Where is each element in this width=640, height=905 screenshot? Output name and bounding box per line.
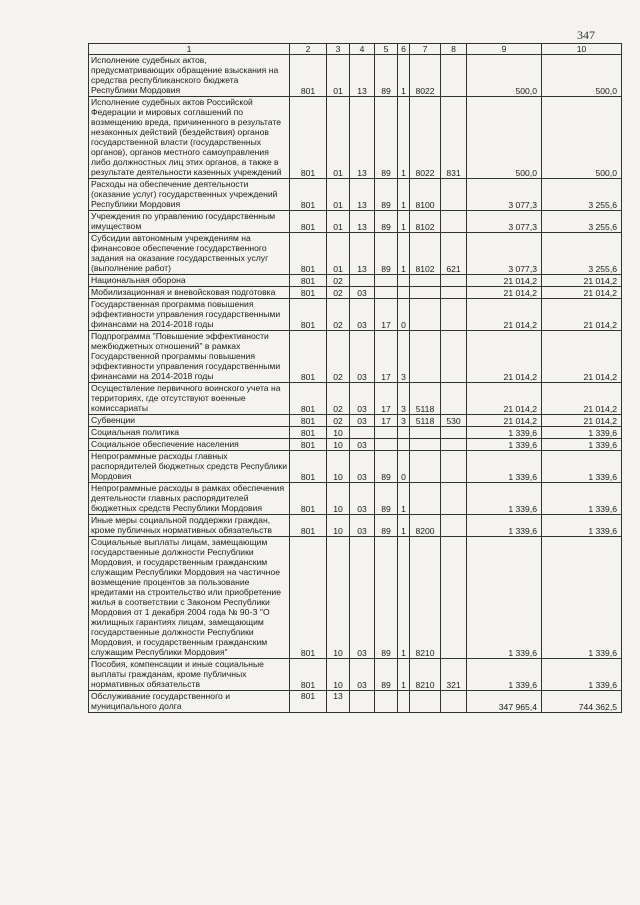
amount-year-2: 21 014,2	[542, 383, 622, 415]
code-ministry: 801	[290, 275, 327, 287]
table-row	[89, 537, 622, 659]
amount-year-1: 1 339,6	[467, 483, 542, 515]
code-program: 89	[375, 659, 398, 691]
code-ministry: 801	[290, 427, 327, 439]
code-subsection: 13	[350, 55, 375, 97]
row-name: Субсидии автономным учреждениям на финансовое обеспечение государственного задания на оказание государственных услуг (выполнение работ)	[89, 233, 290, 275]
row-name: Подпрограмма "Повышение эффективности межбюджетных отношений" в рамках Государственной программы повышения эффективности управления государственными финансами на 2014-2018 годы	[89, 331, 290, 383]
table-row	[89, 299, 622, 331]
column-header: 4	[350, 44, 375, 55]
table-row	[89, 383, 622, 415]
row-name: Осуществление первичного воинского учета на территориях, где отсутствуют военные комиссариаты	[89, 383, 290, 415]
code-section: 10	[327, 515, 350, 537]
code-expense-type	[441, 483, 467, 515]
code-ministry: 801	[290, 331, 327, 383]
amount-year-2: 21 014,2	[542, 275, 622, 287]
row-name: Государственная программа повышения эффективности управления государственными финансами на 2014-2018 годы	[89, 299, 290, 331]
code-direction	[410, 427, 441, 439]
code-expense-type: 321	[441, 659, 467, 691]
code-subsection: 03	[350, 451, 375, 483]
amount-year-2: 1 339,6	[542, 439, 622, 451]
code-expense-type: 621	[441, 233, 467, 275]
code-program	[375, 275, 398, 287]
code-program: 89	[375, 211, 398, 233]
code-subprogram: 1	[398, 659, 410, 691]
amount-year-2: 21 014,2	[542, 299, 622, 331]
table-row	[89, 287, 622, 299]
code-subprogram	[398, 275, 410, 287]
code-program	[375, 287, 398, 299]
code-direction: 8210	[410, 659, 441, 691]
amount-year-2: 1 339,6	[542, 483, 622, 515]
code-expense-type	[441, 287, 467, 299]
code-section: 10	[327, 659, 350, 691]
budget-table	[88, 43, 622, 713]
amount-year-2: 21 014,2	[542, 331, 622, 383]
code-expense-type	[441, 331, 467, 383]
code-direction	[410, 275, 441, 287]
code-ministry: 801	[290, 233, 327, 275]
code-section: 02	[327, 299, 350, 331]
code-program: 89	[375, 515, 398, 537]
code-section: 02	[327, 383, 350, 415]
code-subprogram: 3	[398, 383, 410, 415]
code-section: 10	[327, 537, 350, 659]
code-direction: 5118	[410, 383, 441, 415]
code-subsection	[350, 691, 375, 713]
code-subprogram	[398, 427, 410, 439]
code-subsection: 03	[350, 331, 375, 383]
code-ministry: 801	[290, 439, 327, 451]
code-program: 17	[375, 415, 398, 427]
row-name: Исполнение судебных актов, предусматривающих обращение взыскания на средства республиканского бюджета Республики Мордовия	[89, 55, 290, 97]
amount-year-1: 21 014,2	[467, 287, 542, 299]
code-section: 01	[327, 211, 350, 233]
code-program: 89	[375, 483, 398, 515]
table-row	[89, 427, 622, 439]
code-section: 10	[327, 427, 350, 439]
code-subsection: 13	[350, 211, 375, 233]
code-ministry: 801	[290, 299, 327, 331]
code-ministry: 801	[290, 287, 327, 299]
page-number: 347	[577, 28, 595, 42]
amount-year-2: 21 014,2	[542, 287, 622, 299]
amount-year-1: 1 339,6	[467, 439, 542, 451]
column-header: 7	[410, 44, 441, 55]
row-name: Субвенции	[89, 415, 290, 427]
amount-year-1: 1 339,6	[467, 451, 542, 483]
row-name: Социальная политика	[89, 427, 290, 439]
row-name: Пособия, компенсации и иные социальные выплаты гражданам, кроме публичных нормативных обязательств	[89, 659, 290, 691]
row-name: Исполнение судебных актов Российской Федерации и мировых соглашений по возмещению вреда, причиненного в результате незаконных действий (бездействия) органов государственной власти (государственных органов), органов местного самоуправления либо должностных лиц этих органов, а также в результате деятельности казенных учреждений	[89, 97, 290, 179]
column-header: 1	[89, 44, 290, 55]
code-expense-type	[441, 515, 467, 537]
code-section: 02	[327, 275, 350, 287]
table-row	[89, 439, 622, 451]
code-section: 01	[327, 233, 350, 275]
amount-year-2: 744 362,5	[542, 691, 622, 713]
table-row	[89, 233, 622, 275]
row-name: Социальные выплаты лицам, замещающим государственные должности Республики Мордовия, и государственным гражданским служащим Республики Мордовия на частичное возмещение процентов за пользование кредитами на строительство или приобретение жилья в соответствии с Законом Республики Мордовия от 1 декабря 2004 года № 90-З "О жилищных гарантиях лицам, замещающим государственные должности Республики Мордовия, и государственным гражданским служащим Республики Мордовия"	[89, 537, 290, 659]
code-subprogram: 3	[398, 331, 410, 383]
code-ministry: 801	[290, 483, 327, 515]
code-section: 02	[327, 331, 350, 383]
code-direction	[410, 451, 441, 483]
amount-year-1: 21 014,2	[467, 299, 542, 331]
code-direction: 5118	[410, 415, 441, 427]
amount-year-1: 21 014,2	[467, 415, 542, 427]
code-ministry: 801	[290, 451, 327, 483]
code-direction: 8022	[410, 97, 441, 179]
amount-year-1: 21 014,2	[467, 331, 542, 383]
code-direction: 8102	[410, 211, 441, 233]
code-program: 89	[375, 451, 398, 483]
code-subsection: 13	[350, 179, 375, 211]
table-row	[89, 515, 622, 537]
code-section: 10	[327, 439, 350, 451]
code-expense-type	[441, 275, 467, 287]
code-subprogram: 1	[398, 515, 410, 537]
amount-year-1: 347 965,4	[467, 691, 542, 713]
amount-year-1: 1 339,6	[467, 659, 542, 691]
header-row	[89, 44, 622, 55]
code-expense-type: 831	[441, 97, 467, 179]
code-section: 01	[327, 55, 350, 97]
amount-year-2: 1 339,6	[542, 659, 622, 691]
table-row	[89, 275, 622, 287]
code-expense-type	[441, 537, 467, 659]
amount-year-2: 3 255,6	[542, 211, 622, 233]
code-ministry: 801	[290, 55, 327, 97]
code-direction: 8100	[410, 179, 441, 211]
code-direction: 8210	[410, 537, 441, 659]
code-ministry: 801	[290, 537, 327, 659]
code-ministry: 801	[290, 97, 327, 179]
amount-year-2: 21 014,2	[542, 415, 622, 427]
code-expense-type	[441, 179, 467, 211]
code-section: 13	[327, 691, 350, 713]
code-expense-type	[441, 383, 467, 415]
code-subsection: 03	[350, 415, 375, 427]
code-subsection: 13	[350, 97, 375, 179]
code-section: 01	[327, 97, 350, 179]
code-subprogram: 1	[398, 537, 410, 659]
amount-year-2: 1 339,6	[542, 427, 622, 439]
code-ministry: 801	[290, 383, 327, 415]
amount-year-2: 500,0	[542, 97, 622, 179]
code-subprogram: 1	[398, 97, 410, 179]
amount-year-1: 1 339,6	[467, 427, 542, 439]
row-name: Социальное обеспечение населения	[89, 439, 290, 451]
code-subsection	[350, 275, 375, 287]
code-subsection: 03	[350, 537, 375, 659]
code-program	[375, 691, 398, 713]
row-name: Национальная оборона	[89, 275, 290, 287]
code-direction: 8200	[410, 515, 441, 537]
code-subsection: 03	[350, 383, 375, 415]
row-name: Иные меры социальной поддержки граждан, кроме публичных нормативных обязательств	[89, 515, 290, 537]
amount-year-1: 21 014,2	[467, 383, 542, 415]
code-program: 89	[375, 179, 398, 211]
row-name: Расходы на обеспечение деятельности (оказание услуг) государственных учреждений Республики Мордовия	[89, 179, 290, 211]
amount-year-2: 1 339,6	[542, 451, 622, 483]
code-section: 01	[327, 179, 350, 211]
code-program: 89	[375, 55, 398, 97]
code-subsection: 03	[350, 659, 375, 691]
table-row	[89, 451, 622, 483]
code-section: 10	[327, 451, 350, 483]
column-header: 8	[441, 44, 467, 55]
code-expense-type	[441, 439, 467, 451]
code-direction	[410, 331, 441, 383]
code-expense-type	[441, 691, 467, 713]
table-row	[89, 211, 622, 233]
code-program: 17	[375, 299, 398, 331]
amount-year-2: 500,0	[542, 55, 622, 97]
column-header: 6	[398, 44, 410, 55]
column-header: 2	[290, 44, 327, 55]
code-ministry: 801	[290, 515, 327, 537]
code-subprogram: 0	[398, 299, 410, 331]
table-body	[89, 55, 622, 713]
code-ministry: 801	[290, 659, 327, 691]
row-name: Непрограммные расходы главных распорядителей бюджетных средств Республики Мордовия	[89, 451, 290, 483]
amount-year-1: 21 014,2	[467, 275, 542, 287]
code-program	[375, 427, 398, 439]
code-subsection: 03	[350, 439, 375, 451]
amount-year-1: 500,0	[467, 55, 542, 97]
row-name: Учреждения по управлению государственным имуществом	[89, 211, 290, 233]
code-subprogram	[398, 287, 410, 299]
code-subsection: 03	[350, 287, 375, 299]
column-header: 9	[467, 44, 542, 55]
code-expense-type	[441, 299, 467, 331]
column-header: 3	[327, 44, 350, 55]
table-row	[89, 179, 622, 211]
amount-year-1: 3 077,3	[467, 211, 542, 233]
code-program: 17	[375, 331, 398, 383]
code-subprogram	[398, 691, 410, 713]
code-direction: 8022	[410, 55, 441, 97]
code-subprogram: 1	[398, 233, 410, 275]
code-subprogram: 1	[398, 55, 410, 97]
table-row	[89, 331, 622, 383]
code-subsection: 13	[350, 233, 375, 275]
code-direction	[410, 439, 441, 451]
code-subprogram: 1	[398, 179, 410, 211]
code-expense-type	[441, 451, 467, 483]
code-program: 89	[375, 97, 398, 179]
amount-year-1: 1 339,6	[467, 515, 542, 537]
code-subprogram: 1	[398, 483, 410, 515]
table-row	[89, 483, 622, 515]
amount-year-1: 1 339,6	[467, 537, 542, 659]
code-section: 02	[327, 287, 350, 299]
amount-year-1: 3 077,3	[467, 233, 542, 275]
code-expense-type	[441, 55, 467, 97]
code-expense-type	[441, 211, 467, 233]
code-ministry: 801	[290, 415, 327, 427]
code-direction: 8102	[410, 233, 441, 275]
table-row	[89, 415, 622, 427]
code-direction	[410, 287, 441, 299]
code-program: 89	[375, 233, 398, 275]
amount-year-1: 500,0	[467, 97, 542, 179]
table-row	[89, 659, 622, 691]
row-name: Непрограммные расходы в рамках обеспечения деятельности главных распорядителей бюджетных средств Республики Мордовия	[89, 483, 290, 515]
code-expense-type: 530	[441, 415, 467, 427]
code-program	[375, 439, 398, 451]
code-expense-type	[441, 427, 467, 439]
amount-year-2: 3 255,6	[542, 233, 622, 275]
code-subsection: 03	[350, 483, 375, 515]
code-subprogram: 0	[398, 451, 410, 483]
code-direction	[410, 691, 441, 713]
code-program: 89	[375, 537, 398, 659]
amount-year-2: 1 339,6	[542, 515, 622, 537]
code-direction	[410, 483, 441, 515]
code-subprogram: 1	[398, 211, 410, 233]
table-row	[89, 55, 622, 97]
table-row	[89, 691, 622, 713]
row-name: Мобилизационная и вневойсковая подготовка	[89, 287, 290, 299]
code-section: 02	[327, 415, 350, 427]
code-subsection: 03	[350, 515, 375, 537]
column-header: 10	[542, 44, 622, 55]
code-subprogram: 3	[398, 415, 410, 427]
code-ministry: 801	[290, 179, 327, 211]
code-subprogram	[398, 439, 410, 451]
code-ministry: 801	[290, 211, 327, 233]
amount-year-2: 1 339,6	[542, 537, 622, 659]
code-section: 10	[327, 483, 350, 515]
code-subsection	[350, 427, 375, 439]
amount-year-2: 3 255,6	[542, 179, 622, 211]
code-subsection: 03	[350, 299, 375, 331]
table-row	[89, 97, 622, 179]
code-direction	[410, 299, 441, 331]
code-ministry: 801	[290, 691, 327, 713]
amount-year-1: 3 077,3	[467, 179, 542, 211]
code-program: 17	[375, 383, 398, 415]
column-header: 5	[375, 44, 398, 55]
row-name: Обслуживание государственного и муниципального долга	[89, 691, 290, 713]
